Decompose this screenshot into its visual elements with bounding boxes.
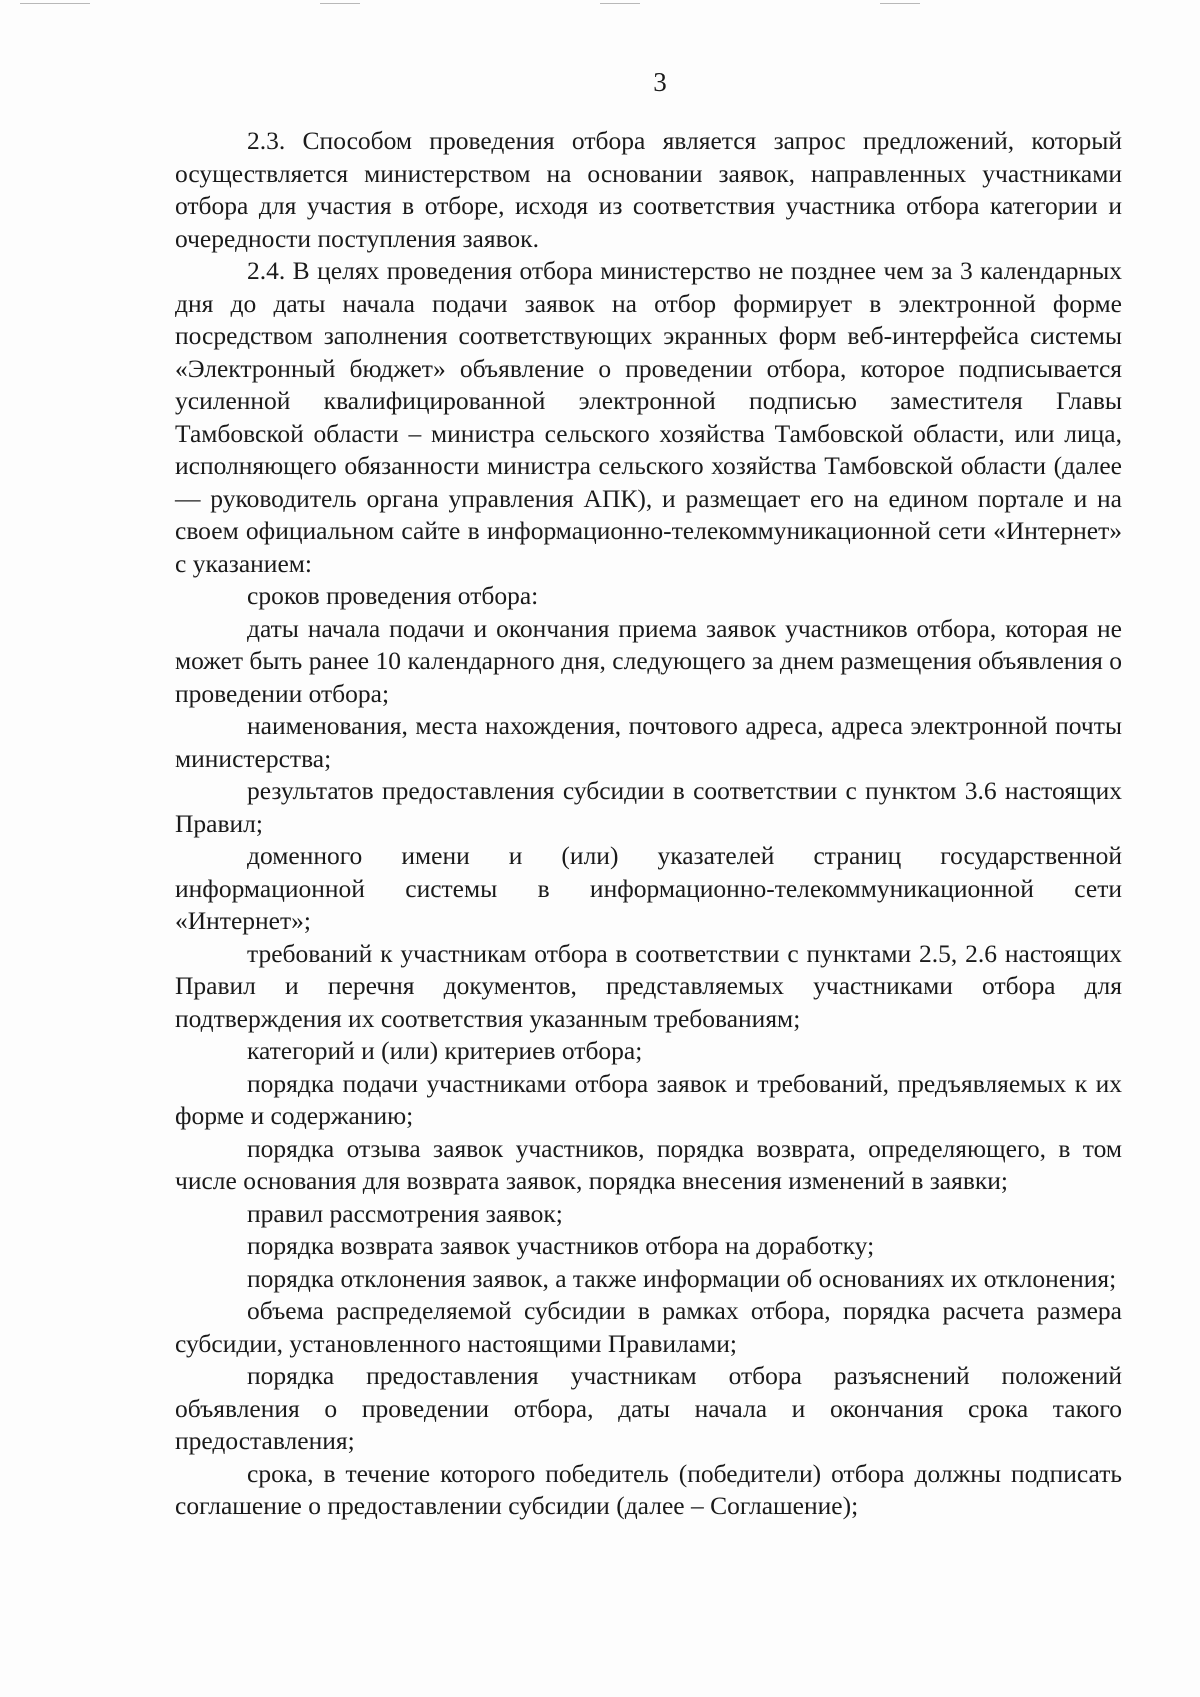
paragraph: 2.4. В целях проведения отбора министерство не позднее чем за 3 календарных дня до даты начала подачи заявок на отбор формирует в электронной форме посредством заполнения соответствующих экранных форм веб-интерфейса системы «Электронный бюджет» объявление о проведении отбора, которое подписывается усиленной квалифицированной электронной подписью заместителя Главы Тамбовской области – министра сельского хозяйства Тамбовской области, или лица, исполняющего обязанности министра сельского хозяйства Тамбовской области (далее — руководитель органа управления АПК), и размещает его на едином портале и на своем официальном сайте в информационно-телекоммуникационной сети «Интернет» с указанием:: [175, 256, 1122, 578]
scan-artifact-line: [320, 3, 360, 4]
paragraph: порядка предоставления участникам отбора разъяснений положений объявления о проведении отбора, даты начала и окончания срока такого предоставления;: [175, 1361, 1122, 1455]
scan-artifact-line: [20, 3, 90, 4]
paragraph: наименования, места нахождения, почтового адреса, адреса электронной почты министерства;: [175, 711, 1122, 773]
scan-artifact-line: [600, 3, 640, 4]
paragraph: объема распределяемой субсидии в рамках отбора, порядка расчета размера субсидии, установленного настоящими Правилами;: [175, 1296, 1122, 1358]
paragraph: категорий и (или) критериев отбора;: [247, 1036, 643, 1065]
paragraph: доменного имени и (или) указателей страниц государственной информационной системы в информационно-телекоммуникационной сети «Интернет»;: [175, 841, 1122, 935]
paragraph: срока, в течение которого победитель (победители) отбора должны подписать соглашение о предоставлении субсидии (далее – Соглашение);: [175, 1458, 1122, 1520]
paragraph: требований к участникам отбора в соответствии с пунктами 2.5, 2.6 настоящих Правил и перечня документов, представляемых участниками отбора для подтверждения их соответствия указанным требованиям;: [175, 938, 1122, 1033]
document-body: [175, 125, 1122, 1523]
paragraph: даты начала подачи и окончания приема заявок участников отбора, которая не может быть ранее 10 календарного дня, следующего за днем размещения объявления о проведении отбора;: [175, 613, 1122, 708]
paragraph: порядка отзыва заявок участников, порядка возврата, определяющего, в том числе основания для возврата заявок, порядка внесения изменений в заявки;: [175, 1133, 1122, 1195]
paragraph: порядка возврата заявок участников отбора на доработку;: [247, 1231, 875, 1260]
paragraph: результатов предоставления субсидии в соответствии с пунктом 3.6 настоящих Правил;: [175, 776, 1122, 838]
paragraph: правил рассмотрения заявок;: [247, 1198, 563, 1228]
paragraph: 2.3. Способом проведения отбора является запрос предложений, который осуществляется министерством на основании заявок, направленных участниками отбора для участия в отборе, исходя из соответствия участника отбора категории и очередности поступления заявок.: [175, 126, 1122, 253]
paragraph: сроков проведения отбора:: [247, 581, 539, 610]
paragraph: порядка отклонения заявок, а также информации об основаниях их отклонения;: [247, 1263, 1117, 1293]
page-number: 3: [653, 67, 667, 97]
paragraph: порядка подачи участниками отбора заявок и требований, предъявляемых к их форме и содержанию;: [175, 1068, 1122, 1130]
scan-artifact-line: [880, 3, 920, 4]
